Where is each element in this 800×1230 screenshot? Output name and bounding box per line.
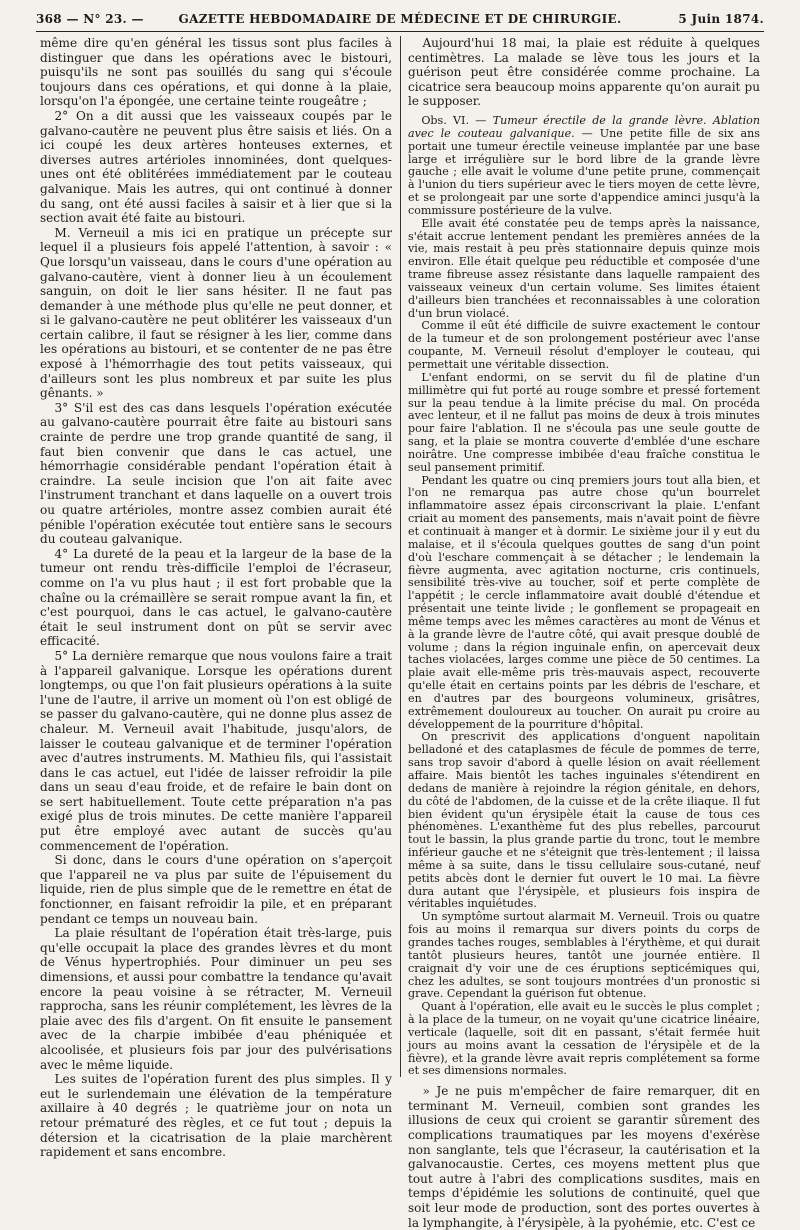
paragraph: La plaie résultant de l'opération était très-large, puis qu'elle occupait la place des grandes lèvres et du mont de Vénus hypertrophiés. Pour diminuer un peu ses dimensions, et aussi pour combattre la tendance qu'avait encore la peau voisine à se rétracter, M. Verneuil rapprocha, sans les réunir complétement, les lèvres de la plaie avec des fils d'argent. On fit ensuite le pansement avec de la charpie imbibée d'eau phéniquée et alcoolisée, et plusieurs fois par jour des pulvérisations avec le même liquide. — [40, 926, 392, 1072]
page-number — [36, 12, 146, 26]
column-divider — [400, 36, 401, 1077]
paragraph: Un symptôme surtout alarmait M. Verneuil. Trois ou quatre fois au moins il remarqua sur divers points du corps de grandes taches rouges, semblables à l'érythème, et qui durait tantôt plusieurs heures, tantôt une journée entière. Il craignait d'y voir une de ces éruptions septicémiques qui, chez les adultes, se sont toujours montrées d'un pronostic si grave. Cependant la guérison fut obtenue. — [408, 910, 760, 1001]
right-column — [408, 36, 761, 1230]
observation-text: — Une petite fille de six ans portait une tumeur érectile veineuse implantée par une base large et irrégulière sur le bord libre de la grande lèvre gauche ; elle avait le volume d'une petite prune, commençait à l'union du tiers supérieur avec le tiers moyen de cette lèvre, et se prolongeait par une sorte d'appendice aminci jusqu'à la commissure postérieure de la vulve. — [408, 126, 760, 217]
observation-heading: Obs. VI. — — [421, 113, 487, 127]
page-number-value: 368 — [36, 12, 62, 26]
journal-title: GAZETTE HEBDOMADAIRE DE MÉDECINE ET DE CHIRURGIE. — [178, 12, 622, 26]
paragraph: On prescrivit des applications d'onguent napolitain belladoné et des cataplasmes de fécule de pommes de terre, sans trop savoir d'abord à quelle lésion on avait réellement affaire. Mais bientôt les taches inguinales s'étendirent en dedans de manière à rejoindre la région génitale, en dehors, du côté de l'abdomen, de la cuisse et de la crête iliaque. Il fut bien évident qu'un érysipèle était la cause de tous ces phénomènes. L'exanthème fut des plus rebelles, parcourut tout le bassin, la plus grande partie du tronc, tout le membre inférieur gauche et ne s'éteignit que très-lentement ; il laissa même à sa suite, dans le tissu cellulaire sous-cutané, neuf petits abcès dont le dernier fut ouvert le 10 mai. La fièvre dura autant que l'érysipèle, et plusieurs fois inspira de véritables inquiétudes. — [408, 730, 760, 911]
paragraph: Les suites de l'opération furent des plus simples. Il y eut le surlendemain une élévation de la température axillaire à 40 degrés ; le quatrième jour on nota un retour prématuré des règles, et ce fut tout ; depuis la détersion et la cicatrisation de la plaie marchèrent rapidement et sans encombre. — [40, 1072, 392, 1160]
paragraph: 5° La dernière remarque que nous voulons faire a trait à l'appareil galvanique. Lorsque les opérations durent longtemps, ou que l'on fait plusieurs opérations à la suite l'une de l'autre, il arrive un moment où l'on est obligé de se passer du galvano-cautère, qui ne donne plus assez de chaleur. M. Verneuil avait l'habitude, jusqu'alors, de laisser le couteau galvanique et de terminer l'opération avec d'autres instruments. M. Mathieu fils, qui l'assistait dans le cas actuel, eut l'idée de laisser refroidir la pile dans un seau d'eau froide, et de refaire le bain dont on se sert habituellement. Toute cette préparation n'a pas exigé plus de trois minutes. De cette manière l'appareil put être employé avec autant de succès qu'au commencement de l'opération. — [40, 648, 392, 853]
paragraph: L'enfant endormi, on se servit du fil de platine d'un millimètre qui fut porté au rouge sombre et pressé fortement sur la peau tendue à la limite précise du mal. On procéda avec lenteur, et il ne fallut pas moins de deux à trois minutes pour faire l'ablation. Il ne s'écoula pas une seule goutte de sang, et la plaie se montra couverte d'emblée d'une eschare noirâtre. Une compresse imbibée d'eau fraîche constitua le seul pansement primitif. — [408, 370, 760, 474]
paragraph: Si donc, dans le cours d'une opération on s'aperçoit que l'appareil ne va plus par suite de l'épuisement du liquide, rien de plus simple que de le remettre en état de fonctionner, en faisant refroidir la pile, et en préparant pendant ce temps un nouveau bain. — [40, 853, 392, 926]
observation-title: Tumeur érectile de la grande lèvre. Ablation avec le couteau galvanique. — [408, 113, 761, 140]
paragraph: Pendant les quatre ou cinq premiers jours tout alla bien, et l'on ne remarqua pas autre chose qu'un bourrelet inflammatoire assez épais circonscrivant la plaie. L'enfant criait au moment des pansements, mais n'avait point de fièvre et continuait à manger et à dormir. Le sixième jour il y eut du malaise, et il s'écoula quelques gouttes de sang d'un point d'où l'eschare commençait à se détacher ; le lendemain la fièvre augmenta, avec agitation nocturne, cris continuels, sensibilité très-vive au toucher, soif et perte complète de l'appétit ; le cercle inflammatoire avait doublé d'étendue et présentait une teinte livide ; le gonflement se propageait en même temps avec les mêmes caractères au mont de Vénus et à la grande lèvre de l'autre côté, qui avait presque doublé de volume ; dans la région inguinale enfin, on apercevait deux taches violacées, larges comme une pièce de 50 centimes. La plaie avait elle-même pris très-mauvais aspect, recouverte qu'elle était en certains points par les débris de l'eschare, et en d'autres par des bourgeons volumineux, grisâtres, extrêmement douloureux au toucher. On aurait pu croire au développement de la pourriture d'hôpital. — [408, 473, 760, 731]
paragraph: même dire qu'en général les tissus sont plus faciles à distinguer que dans les opérations avec le bistouri, puisqu'ils ne sont pas souillés du sang qui s'écoule toujours dans ces opérations, et qui donne à la plaie, lorsqu'on l'a épongée, une certaine teinte rougeâtre ; — [40, 36, 392, 109]
paragraph: Aujourd'hui 18 mai, la plaie est réduite à quelques centimètres. La malade se lève tous les jours et la guérison peut être considérée comme prochaine. La cicatrice sera beaucoup moins apparente qu'on aurait pu le supposer. — [408, 36, 760, 109]
observation-paragraph — [408, 115, 760, 218]
paragraph: 2° On a dit aussi que les vaisseaux coupés par le galvano-cautère ne peuvent plus être saisis et liés. On a ici coupé les deux artères honteuses externes, et diverses autres artérioles innominées, dont quelques-unes ont été oblitérées immédiatement par le couteau galvanique. Mais les autres, qui ont continué à donner du sang, ont été aussi faciles à saisir et à lier que si la section avait été faite au bistouri. — [40, 108, 392, 226]
page-header — [36, 8, 764, 30]
paragraph: Quant à l'opération, elle avait eu le succès le plus complet ; à la place de la tumeur, on ne voyait qu'une cicatrice linéaire, verticale (laquelle, soit dit en passant, s'était fermée huit jours au moins avant la cessation de l'érysipèle et de la fièvre), et la grande lèvre avait repris complétement sa forme et ses dimensions normales. — [408, 1000, 760, 1078]
paragraph: 4° La dureté de la peau et la largeur de la base de la tumeur ont rendu très-difficile l'emploi de l'écraseur, comme on l'a vu plus haut ; il est fort probable que la chaîne ou la crémaillère se serait rompue avant la fin, et c'est pourquoi, dans le cas actuel, le galvano-cautère était le seul instrument dont on pût se servir avec efficacité. — [40, 546, 392, 649]
header-rule — [36, 31, 764, 32]
paragraph: » Je ne puis m'empêcher de faire remarquer, dit en terminant M. Verneuil, combien sont grandes les illusions de ceux qui croient se garantir sûrement des complications traumatiques par les moyens d'exérèse non sanglante, tels que l'écraseur, la cautérisation et la galvanocaustie. Certes, ces moyens mettent plus que tout autre à l'abri des complications susdites, mais en temps d'épidémie les solutions de continuité, quel que soit leur mode de production, sont des portes ouvertes à la lymphangite, à l'érysipèle, à la pyohémie, etc. C'est ce — [408, 1084, 760, 1230]
issue-date: 5 Juin 1874. — [678, 12, 764, 26]
paragraph: M. Verneuil a mis ici en pratique un précepte sur lequel il a plusieurs fois appelé l'attention, à savoir : « Que lorsqu'un vaisseau, dans le cours d'une opération au galvano-cautère, vient à donner lieu à un écoulement sanguin, on doit le lier sans hésiter. Il ne faut pas demander à une méthode plus qu'elle ne peut donner, et si le galvano-cautère ne peut oblitérer les vaisseaux d'un certain calibre, il faut se résigner à les lier, comme dans les opérations au bistouri, et se contenter de ne pas être exposé à l'hémorrhagie des tout petits vaisseaux, qui d'ailleurs sont les plus nombreux et par suite les plus gênants. » — [40, 225, 392, 401]
paragraph: Elle avait été constatée peu de temps après la naissance, s'était accrue lentement pendant les premières années de la vie, mais restait à peu près stationnaire depuis quinze mois environ. Elle était quelque peu réductible et composée d'une trame fibreuse assez résistante dans laquelle rampaient des vaisseaux veineux d'un certain volume. Ses limites étaient d'ailleurs bien tranchées et reconnaissables à une coloration d'un brun violacé. — [408, 216, 760, 320]
left-column — [40, 36, 392, 1160]
issue-number: — N° 23. — — [66, 12, 144, 26]
paragraph: Comme il eût été difficile de suivre exactement le contour de la tumeur et de son prolongement postérieur avec l'anse coupante, M. Verneuil résolut d'employer le couteau, qui permettait une véritable dissection. — [408, 319, 760, 371]
paragraph: 3° S'il est des cas dans lesquels l'opération exécutée au galvano-cautère pourrait être faite au bistouri sans crainte de perdre une trop grande quantité de sang, il faut bien convenir que dans le cas actuel, une hémorrhagie considérable pendant l'opération était à craindre. La seule incision que l'on ait faite avec l'instrument tranchant et dans laquelle on a ouvert trois ou quatre artérioles, montre assez combien aurait été pénible l'opération exécutée tout entière sans le secours du couteau galvanique. — [40, 400, 392, 547]
